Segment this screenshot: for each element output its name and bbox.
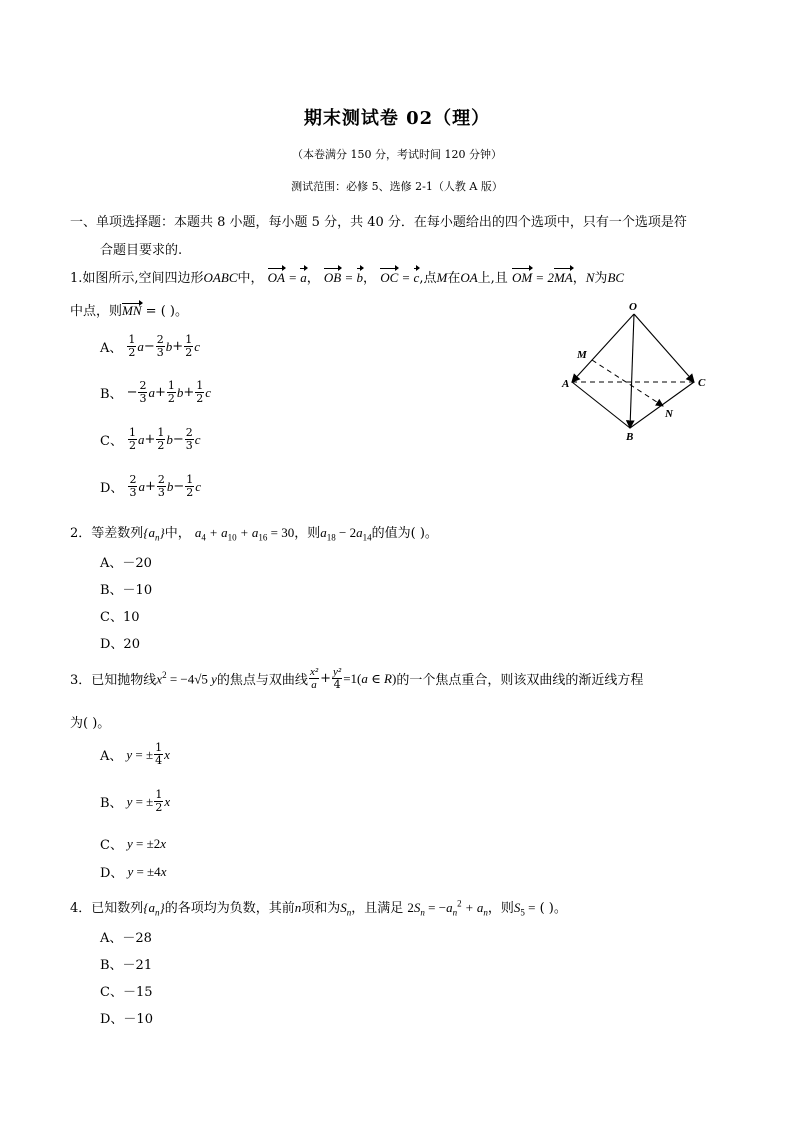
q3-option-d[interactable]: D、 y = ±4x xyxy=(100,863,167,881)
q1-text-e: 上,且 xyxy=(477,271,508,286)
question-1: 1.如图所示,空间四边形OABC中， OA = a， OB = b， OC = c,点M在OA上,且 OM = 2MA，N为BC xyxy=(70,270,625,286)
q1-text-c: 点 xyxy=(423,271,437,286)
q4-option-b[interactable]: B、－21 xyxy=(100,958,153,973)
label-c: C xyxy=(698,377,706,389)
q2-option-c[interactable]: C、10 xyxy=(100,610,140,625)
section-line-2: 合题目要求的. xyxy=(100,243,183,258)
q3-option-b[interactable]: B、 y = ± $\frac{1}{2}$ x xyxy=(100,788,171,814)
q1-text-a: 如图所示,空间四边形 xyxy=(82,271,204,286)
q2-option-d[interactable]: D、20 xyxy=(100,637,140,652)
question-2: 2．等差数列$\{a_n\}$中， $a_4 + a_{10} + a_{16} = 30$，则$a_{18} - 2a_{14}$的值为( )。 xyxy=(70,525,438,543)
section-line-1: 一、单项选择题：本题共 8 小题，每小题 5 分，共 40 分．在每小题给出的四个选项中，只有一个选项是符 xyxy=(70,215,687,230)
q1-text-b: 中， xyxy=(237,271,264,286)
label-n: N xyxy=(665,408,673,420)
question-4: 4．已知数列$\{a_n\}$的各项均为负数，其前n项和为$S_n$，且满足 $2S_n = -a_n^2 + a_n$，则$S_5$ = ( )。 xyxy=(70,898,567,918)
label-b: B xyxy=(626,431,634,443)
q1-option-b[interactable]: B、 − $\frac{2}{3}$ a + $\frac{1}{2}$ b + $\frac{1}{2}$ c xyxy=(100,379,212,405)
edge-ob xyxy=(630,314,634,428)
edge-oc xyxy=(634,314,694,382)
q3-option-c[interactable]: C、 y = ±2x xyxy=(100,835,166,853)
q1-line2-b: ( )。 xyxy=(160,304,188,319)
q1-number: 1. xyxy=(70,271,83,286)
edge-oa xyxy=(572,314,634,382)
exam-scope: 测试范围：必修 5、选修 2-1（人教 A 版） xyxy=(291,180,503,193)
q1-option-d[interactable]: D、 $\frac{2}{3}$ a + $\frac{2}{3}$ b − $\frac{1}{2}$ c xyxy=(100,473,202,499)
label-o: O xyxy=(629,301,637,313)
q2-option-b[interactable]: B、－10 xyxy=(100,583,153,598)
tetrahedron-diagram xyxy=(556,296,716,446)
label-m: M xyxy=(577,349,587,361)
q4-option-d[interactable]: D、－10 xyxy=(100,1012,153,1027)
q1-text-d: 在 xyxy=(447,271,461,286)
q4-option-a[interactable]: A、－28 xyxy=(100,931,152,946)
q3-option-a[interactable]: A、 y = ± $\frac{1}{4}$ x xyxy=(100,741,170,767)
question-3-line-2: 为( )。 xyxy=(70,716,111,731)
page-title: 期末测试卷 02（理） xyxy=(303,108,491,129)
label-a: A xyxy=(562,378,570,390)
vector-mn xyxy=(592,360,663,406)
q1-text-f: 为 xyxy=(594,271,608,286)
q1-option-c[interactable]: C、 $\frac{1}{2}$ a + $\frac{1}{2}$ b − $\frac{2}{3}$ c xyxy=(100,426,201,452)
section-heading xyxy=(70,209,730,265)
q2-option-a[interactable]: A、－20 xyxy=(100,556,152,571)
q4-option-c[interactable]: C、－15 xyxy=(100,985,153,1000)
q1-option-a[interactable]: A、 $\frac{1}{2}$ a − $\frac{2}{3}$ b + $\frac{1}{2}$ c xyxy=(100,333,200,359)
question-3: 3． 已知抛物线 $x^2 = -4√5$ y 的焦点与双曲线 $\frac{\text{x²}}{a}$ + $\frac{\text{y²}}{4}$ =1(a ∈ R) 的一个焦点重合，则该双曲线的渐近线方程 xyxy=(70,666,644,691)
edge-ab xyxy=(572,382,630,428)
exam-info: （本卷满分 150 分，考试时间 120 分钟） xyxy=(292,148,502,161)
q1-line2-a: 中点，则 xyxy=(70,304,123,319)
question-1-line-2: 中点，则MN = ( )。 xyxy=(70,303,188,319)
